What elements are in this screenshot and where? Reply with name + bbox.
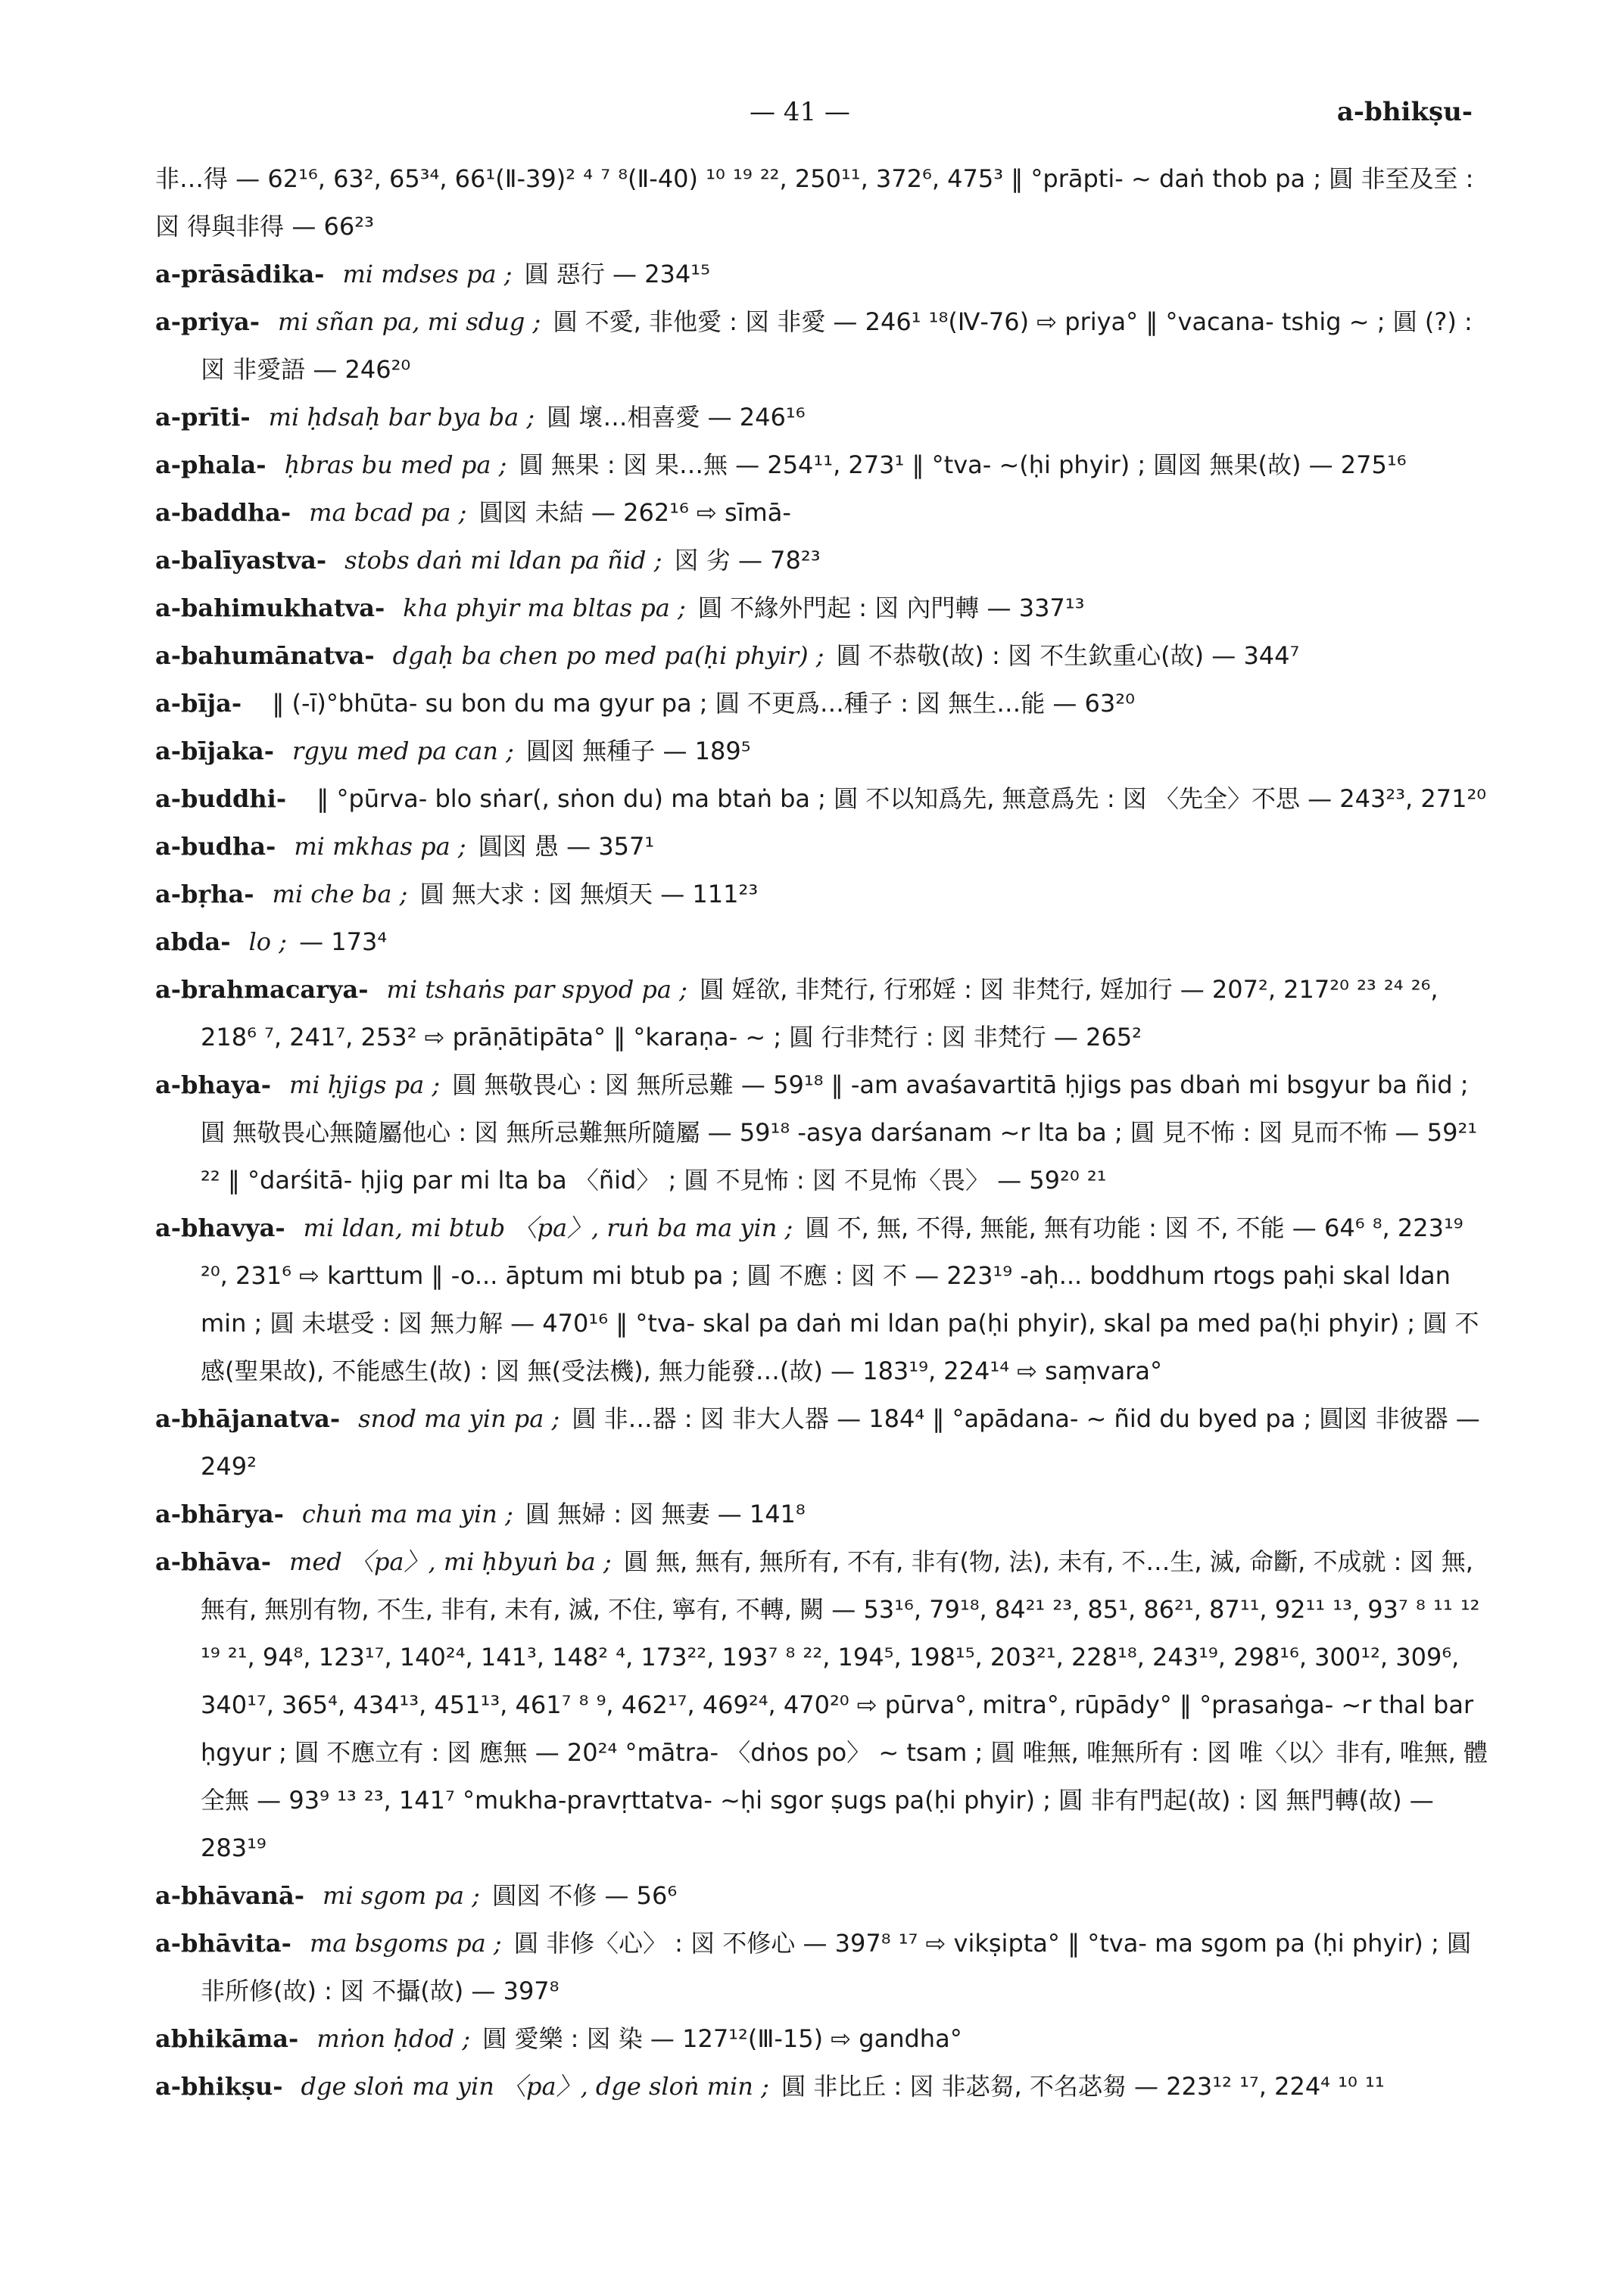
- entry-tibetan: dgaḥ ba chen po med pa(ḥi phyir) ;: [392, 641, 824, 670]
- dictionary-entry: [155, 155, 1495, 251]
- entry-headword: a-bījaka-: [155, 737, 275, 765]
- entry-body: 圓 愛樂 : 図 染 — 127¹²(Ⅲ-15) ⇨ gandha°: [482, 2024, 962, 2053]
- dictionary-entry: [155, 966, 1495, 1061]
- dictionary-entry: [155, 727, 1495, 775]
- entry-body: 図 劣 — 78²³: [674, 546, 821, 575]
- entry-body: 圓 不緣外門起 : 図 內門轉 — 337¹³: [697, 594, 1085, 622]
- entry-body: — 173⁴: [299, 927, 388, 956]
- dictionary-entry: [155, 537, 1495, 584]
- dictionary-entry: [155, 680, 1495, 727]
- dictionary-entry: [155, 823, 1495, 871]
- dictionary-entry: [155, 1204, 1495, 1395]
- entry-headword: a-prāsādika-: [155, 260, 325, 288]
- dictionary-entry: [155, 251, 1495, 298]
- entry-tibetan: mi tshaṅs par spyod pa ;: [386, 975, 687, 1004]
- entry-body: ‖ (-ī)°bhūta- su bon du ma gyur pa ; 圓 不更爲…種子 : 図 無生…能 — 63²⁰: [272, 689, 1135, 718]
- dictionary-entry: [155, 632, 1495, 680]
- entry-headword: a-bhavya-: [155, 1213, 285, 1242]
- dictionary-entry: [155, 584, 1495, 632]
- entry-headword: a-bhāvanā-: [155, 1881, 304, 1910]
- entry-tibetan: dge sloṅ ma yin 〈pa〉, dge sloṅ min ;: [301, 2072, 769, 2101]
- entry-headword: a-bīja-: [155, 689, 242, 718]
- dictionary-entry: [155, 394, 1495, 441]
- entry-body: 圓図 無種子 — 189⁵: [526, 737, 751, 765]
- dictionary-entry: [155, 1920, 1495, 2015]
- dictionary-entry: [155, 1061, 1495, 1204]
- entry-tibetan: mi sgom pa ;: [323, 1881, 480, 1910]
- entry-body: 圓 非修〈心〉 : 図 不修心 — 397⁸ ¹⁷ ⇨ vikṣipta° ‖ °tva- ma sgom pa (ḥi phyir) ; 圓 非所修(故) : 図 不攝(故) — 397⁸: [201, 1929, 1472, 2005]
- entry-body: 圓 無婦 : 図 無妻 — 141⁸: [525, 1500, 806, 1528]
- entry-headword: a-bṛha-: [155, 880, 254, 908]
- entry-body: 圓 無敬畏心 : 図 無所忌難 — 59¹⁸ ‖ -am avaśavartitā ḥjigs pas dbaṅ mi bsgyur ba ñid ; 圓 無敬畏心無隨屬他心 : 図 無所忌難無所隨屬 — 59¹⁸ -asya darśanam ~r lta ba ; 圓 見不怖 : 図 見而不怖 — 59²¹ ²² ‖ °darśitā- ḥjig par mi lta ba 〈ñid〉 ; 圓 不見怖 : 図 不見怖〈畏〉 — 59²⁰ ²¹: [201, 1070, 1478, 1195]
- dictionary-entry: [155, 1872, 1495, 1920]
- running-head: a-bhikṣu-: [1336, 97, 1473, 127]
- entry-headword: a-baddha-: [155, 498, 291, 527]
- entry-headword: a-bhārya-: [155, 1500, 284, 1528]
- entry-headword: a-bhāvita-: [155, 1929, 291, 1958]
- entry-headword: a-priya-: [155, 307, 260, 336]
- entry-body: 圓図 未結 — 262¹⁶ ⇨ sīmā-: [478, 498, 791, 527]
- entry-tibetan: mṅon ḥdod ;: [316, 2024, 471, 2053]
- entry-tibetan: mi ḥdsaḥ bar bya ba ;: [268, 403, 535, 431]
- entry-headword: a-prīti-: [155, 403, 251, 431]
- entry-body: 圓 不恭敬(故) : 図 不生欽重心(故) — 344⁷: [836, 641, 1300, 670]
- dictionary-body: [155, 155, 1495, 2111]
- entry-body: 圓 無果 : 図 果…無 — 254¹¹, 273¹ ‖ °tva- ~(ḥi phyir) ; 圓図 無果(故) — 275¹⁶: [519, 450, 1407, 479]
- entry-headword: a-bhājanatva-: [155, 1404, 341, 1433]
- dictionary-entry: [155, 2063, 1495, 2111]
- entry-tibetan: lo ;: [248, 927, 287, 956]
- entry-tibetan: mi che ba ;: [272, 880, 408, 908]
- entry-body: 圓 非比丘 : 図 非苾芻, 不名苾芻 — 223¹² ¹⁷, 224⁴ ¹⁰ ¹¹: [781, 2072, 1385, 2101]
- entry-tibetan: med 〈pa〉, mi ḥbyuṅ ba ;: [289, 1547, 612, 1576]
- entry-body: 圓 無大求 : 図 無煩天 — 111²³: [419, 880, 759, 908]
- entry-tibetan: mi ldan, mi btub 〈pa〉, ruṅ ba ma yin ;: [303, 1213, 793, 1242]
- entry-headword: a-bhikṣu-: [155, 2072, 283, 2101]
- page-header: [0, 97, 1624, 142]
- entry-tibetan: mi ḥjigs pa ;: [289, 1070, 441, 1099]
- dictionary-entry: [155, 2015, 1495, 2063]
- entry-tibetan: mi mdses pa ;: [342, 260, 513, 288]
- dictionary-entry: [155, 1395, 1495, 1491]
- entry-body: 圓 無, 無有, 無所有, 不有, 非有(物, 法), 未有, 不…生, 滅, 命斷, 不成就 : 図 無, 無有, 無別有物, 不生, 非有, 未有, 滅, 不住, 寧有, 不轉, 闕 — 53¹⁶, 79¹⁸, 84²¹ ²³, 85¹, 86²¹, 87¹¹, 92¹¹ ¹³, 93⁷ ⁸ ¹¹ ¹² ¹⁹ ²¹, 94⁸, 123¹⁷, 140²⁴, 141³, 148² ⁴, 173²², 193⁷ ⁸ ²², 194⁵, 198¹⁵, 203²¹, 228¹⁸, 243¹⁹, 298¹⁶, 300¹², 309⁶, 340¹⁷, 365⁴, 434¹³, 451¹³, 461⁷ ⁸ ⁹, 462¹⁷, 469²⁴, 470²⁰ ⇨ pūrva°, mitra°, rūpādy° ‖ °prasaṅga- ~r thal bar ḥgyur ; 圓 不應立有 : 図 應無 — 20²⁴ °mātra- 〈dṅos po〉 ~ tsam ; 圓 唯無, 唯無所有 : 図 唯〈以〉非有, 唯無, 體全無 — 93⁹ ¹³ ²³, 141⁷ °mukha-pravṛttatva- ~ḥi sgor ṣugs pa(ḥi phyir) ; 圓 非有門起(故) : 図 無門轉(故) — 283¹⁹: [201, 1547, 1488, 1862]
- entry-tibetan: mi mkhas pa ;: [294, 832, 466, 861]
- entry-body: 圓 壞…相喜愛 — 246¹⁶: [547, 403, 806, 431]
- entry-tibetan: snod ma yin pa ;: [358, 1404, 560, 1433]
- entry-headword: a-bahimukhatva-: [155, 594, 385, 622]
- entry-headword: abhikāma-: [155, 2024, 299, 2053]
- entry-body: ‖ °pūrva- blo sṅar(, sṅon du) ma btaṅ ba ; 圓 不以知爲先, 無意爲先 : 図 〈先全〉不思 — 243²³, 271²⁰: [316, 784, 1487, 813]
- entry-tibetan: stobs daṅ mi ldan pa ñid ;: [344, 546, 662, 575]
- dictionary-entry: [155, 489, 1495, 537]
- entry-headword: a-balīyastva-: [155, 546, 327, 575]
- dictionary-entry: [155, 918, 1495, 966]
- dictionary-entry: [155, 775, 1495, 823]
- entry-body: 圓図 愚 — 357¹: [478, 832, 655, 861]
- entry-body: 圓 不愛, 非他愛 : 図 非愛 — 246¹ ¹⁸(Ⅳ-76) ⇨ priya° ‖ °vacana- tshig ~ ; 圓 (?) : 図 非愛語 — 246²⁰: [201, 307, 1473, 384]
- entry-headword: a-budha-: [155, 832, 276, 861]
- entry-body: 圓 惡行 — 234¹⁵: [524, 260, 710, 288]
- dictionary-entry: [155, 1538, 1495, 1872]
- entry-body: 圓 婬欲, 非梵行, 行邪婬 : 図 非梵行, 婬加行 — 207², 217²⁰ ²³ ²⁴ ²⁶, 218⁶ ⁷, 241⁷, 253² ⇨ prāṇātipāta° ‖ °karaṇa- ~ ; 圓 行非梵行 : 図 非梵行 — 265²: [201, 975, 1439, 1051]
- entry-body: 圓 非…器 : 図 非大人器 — 184⁴ ‖ °apādana- ~ ñid du byed pa ; 圓図 非彼器 — 249²: [201, 1404, 1480, 1481]
- dictionary-entry: [155, 1491, 1495, 1538]
- entry-tibetan: kha phyir ma bltas pa ;: [403, 594, 686, 622]
- entry-body: 圓図 不修 — 56⁶: [492, 1881, 678, 1910]
- entry-headword: abda-: [155, 927, 231, 956]
- entry-headword: a-bhaya-: [155, 1070, 271, 1099]
- entry-tibetan: chuṅ ma ma yin ;: [301, 1500, 513, 1528]
- entry-tibetan: ma bsgoms pa ;: [309, 1929, 502, 1958]
- dictionary-entry: [155, 441, 1495, 489]
- entry-tibetan: rgyu med pa can ;: [292, 737, 514, 765]
- page-number: — 41 —: [750, 97, 850, 127]
- dictionary-entry: [155, 871, 1495, 918]
- entry-headword: a-bahumānatva-: [155, 641, 375, 670]
- dictionary-entry: [155, 298, 1495, 394]
- entry-tibetan: ḥbras bu med pa ;: [284, 450, 507, 479]
- entry-tibetan: mi sñan pa, mi sdug ;: [278, 307, 541, 336]
- entry-tibetan: ma bcad pa ;: [309, 498, 467, 527]
- entry-headword: a-phala-: [155, 450, 267, 479]
- entry-headword: a-buddhi-: [155, 784, 287, 813]
- entry-body: 圓 不, 無, 不得, 無能, 無有功能 : 図 不, 不能 — 64⁶ ⁸, 223¹⁹ ²⁰, 231⁶ ⇨ karttum ‖ -o... āptum mi btub pa ; 圓 不應 : 図 不 — 223¹⁹ -aḥ... boddhum rtogs paḥi skal ldan min ; 圓 未堪受 : 図 無力解 — 470¹⁶ ‖ °tva- skal pa daṅ mi ldan pa(ḥi phyir), skal pa med pa(ḥi phyir) ; 圓 不感(聖果故), 不能感生(故) : 図 無(受法機), 無力能發…(故) — 183¹⁹, 224¹⁴ ⇨ saṃvara°: [201, 1213, 1479, 1385]
- entry-headword: a-bhāva-: [155, 1547, 271, 1576]
- entry-headword: a-brahmacarya-: [155, 975, 369, 1004]
- entry-body: 非…得 — 62¹⁶, 63², 65³⁴, 66¹(Ⅱ-39)² ⁴ ⁷ ⁸(Ⅱ-40) ¹⁰ ¹⁹ ²², 250¹¹, 372⁶, 475³ ‖ °prāpti- ~ daṅ thob pa ; 圓 非至及至 : 図 得與非得 — 66²³: [155, 164, 1474, 241]
